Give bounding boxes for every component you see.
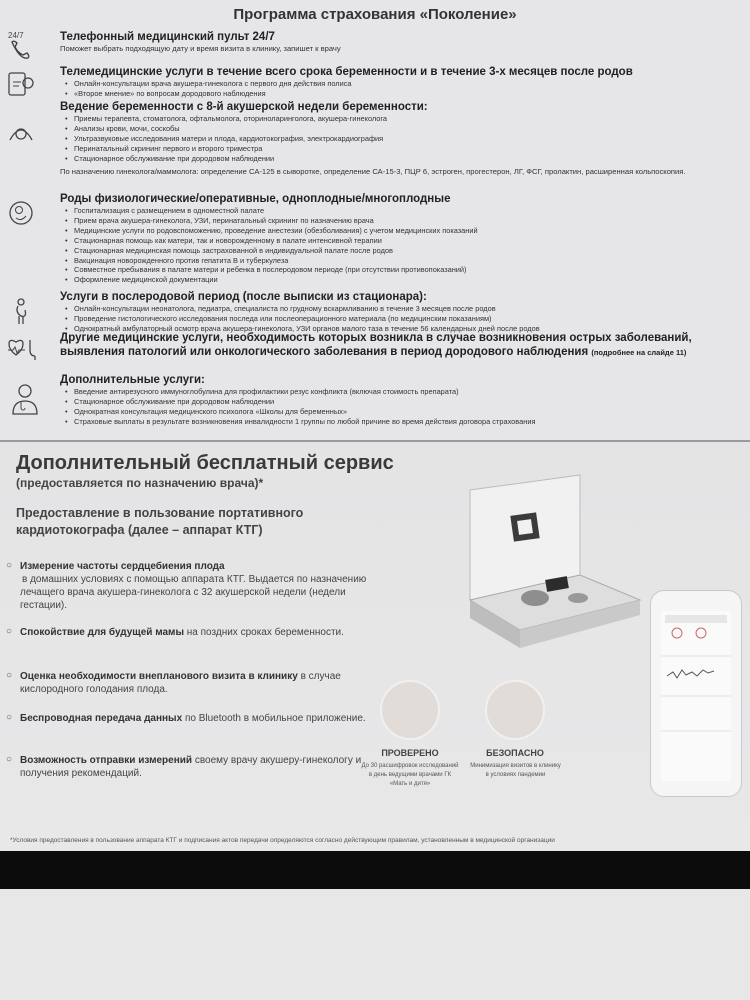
feature-text: в случае кислородного голодания плода.: [20, 671, 341, 695]
section-childbirth: [60, 192, 720, 285]
section-heading: Другие медицинские услуги, необходимость которых возникла в случае возникновения острых заболеваний, выявления патологий или онкологического заболевания в период дородового наблюдения: [60, 332, 692, 358]
section-postpartum: [60, 290, 720, 334]
section-heading: Телемедицинские услуги в течение всего срока беременности и в течение 3-х месяцев после родов: [60, 66, 633, 78]
feature-text: своему врачу акушеру-гинекологу и получения рекомендаций.: [20, 755, 362, 779]
section-text: Поможет выбрать подходящую дату и время визита в клинику, запишет к врачу: [60, 44, 341, 53]
free-service-subtitle: (предоставляется по назначению врача)*: [16, 476, 264, 490]
list-item: • Стационарная медицинская помощь застрахованной в индивидуальной палате после родов: [74, 246, 720, 256]
list-item: • Введение антирезусного иммуноглобулина для профилактики резус конфликта (включая стоимость препарата): [74, 387, 720, 397]
feature-bold: Беспроводная передача данных: [20, 713, 183, 724]
free-service-title: Дополнительный бесплатный сервис: [16, 452, 394, 474]
feature-item: [6, 712, 380, 725]
table-surface: [0, 889, 750, 1000]
list-item: • «Второе мнение» по вопросам дородового наблюдения: [74, 89, 720, 99]
bullet-circle-icon: ○: [6, 626, 13, 637]
list-item: • Прием врача акушера-гинеколога, УЗИ, перинатальный скрининг по назначению врача: [74, 216, 720, 226]
page-title: Программа страхования «Поколение»: [233, 6, 517, 23]
section-medical-hotline: [60, 30, 720, 54]
section-heading: Услуги в послеродовой период (после выписки из стационара):: [60, 291, 427, 303]
section-heading: Дополнительные услуги:: [60, 374, 205, 386]
feature-text: по Bluetooth в мобильное приложение.: [184, 713, 366, 724]
bullet-circle-icon: ○: [6, 670, 13, 681]
telemedicine-icon: [6, 70, 36, 100]
list-item: • Стационарное обслуживание при дородовом наблюдении: [74, 397, 720, 407]
list-item: • Онлайн-консультации неонатолога, педиатра, специалиста по грудному вскармливанию в течение 3 месяцев после родов: [74, 304, 720, 314]
list-item: • Онлайн-консультации врача акушера-гинеколога с первого дня действия полиса: [74, 79, 720, 89]
feature-text: в домашних условиях с помощью аппарата КТГ. Выдается по назначению лечащего врача акушера-гинеколога с 32 акушерской недели (недели гестации).: [20, 574, 367, 611]
feature-bold: Спокойствие для будущей мамы: [20, 627, 184, 638]
feature-item: [6, 754, 380, 780]
list-item: • Вакцинация новорожденного против гепатита В и туберкулеза: [74, 256, 720, 266]
badge-verified-text: До 30 расшифровок исследований в день ведущими врачами ГК «Мать и дитя»: [361, 763, 459, 787]
ultrasound-icon: [6, 118, 36, 148]
feature-item: [6, 560, 380, 612]
list-item: • Совместное пребывания в палате матери и ребенка в послеродовом периоде (при отсутствии противопоказаний): [74, 265, 720, 275]
list-item: • Однократный амбулаторный осмотр врача акушера-гинеколога, УЗИ органов малого таза в течение 56 календарных дней после родов: [74, 324, 720, 334]
list-item: • Ультразвуковые исследования матери и плода, кардиотокография, электрокардиография: [74, 134, 720, 144]
icon-24-7-label: 24/7: [8, 31, 24, 40]
list-item: • Стационарная помощь как матери, так и новорожденному в палате интенсивной терапии: [74, 236, 720, 246]
bullet-circle-icon: ○: [6, 754, 13, 765]
phone-24-7-icon: [6, 30, 38, 62]
slide-reference: (подробнее на слайде 11): [591, 348, 687, 357]
list-item: • Проведение гистологического исследования последа или послеоперационного материала (по медицинским показаниям): [74, 314, 720, 324]
section-additional-services: [60, 373, 720, 427]
feature-text: на поздних сроках беременности.: [186, 627, 344, 638]
phone-app-image: [650, 590, 742, 797]
pregnant-woman-photo: [485, 680, 545, 740]
list-item: • Стационарное обслуживание при дородовом наблюдении: [74, 154, 720, 164]
section-divider: [0, 440, 750, 442]
doctor-photo: [380, 680, 440, 740]
list-item: • Однократная консультация медицинского психолога «Школы для беременных»: [74, 407, 720, 417]
section-heading: Ведение беременности с 8-й акушерской недели беременности:: [60, 101, 428, 113]
ktg-device-box-image: [460, 470, 650, 670]
doctor-icon: [8, 382, 42, 416]
list-item: • Госпитализация с размещением в одноместной палате: [74, 206, 720, 216]
section-other-services: [60, 331, 720, 360]
badge-safe-title: БЕЗОПАСНО: [486, 748, 544, 758]
section-heading: Роды физиологические/оперативные, одноплодные/многоплодные: [60, 193, 451, 205]
list-item: • Медицинские услуги по родовспоможению, проведение анестезии (обезболивания) с учетом медицинских показаний: [74, 226, 720, 236]
dark-band: [0, 851, 750, 889]
section-note: По назначению гинеколога/маммолога: определение СА-125 в сыворотке, определение СА-15-3, ПЦР 6, эстроген, прогестерон, ЛГ, ФСГ, пролактин, расширенная кольпоскопия.: [60, 166, 686, 176]
feature-item: [6, 670, 380, 696]
section-telemedicine: [60, 65, 720, 99]
section-pregnancy-care: [60, 100, 720, 177]
list-item: • Анализы крови, мочи, соскобы: [74, 124, 720, 134]
feature-bold: Измерение частоты сердцебиения плода: [20, 561, 225, 572]
feature-item: [6, 626, 380, 639]
pregnant-woman-icon: [6, 296, 36, 326]
feature-bold: Возможность отправки измерений: [20, 755, 193, 766]
badge-safe-text: Минимизация визитов в клинику в условиях пандемии: [470, 763, 561, 778]
section-heading: Телефонный медицинский пульт 24/7: [60, 31, 275, 43]
baby-icon: [6, 198, 36, 228]
list-item: • Приемы терапевта, стоматолога, офтальмолога, оториноларинголога, акушера-гинеколога: [74, 114, 720, 124]
heart-stethoscope-icon: [6, 336, 40, 366]
bullet-circle-icon: ○: [6, 712, 13, 723]
footnote: *Условия предоставления в пользование аппарата КТГ и подписания актов передачи определяются согласно действующим правилам, установленным в медицинской организации: [10, 837, 555, 844]
ktg-title: Предоставление в пользование портативного кардиотокографа (далее – аппарат КТГ): [16, 506, 304, 537]
list-item: • Оформление медицинской документации: [74, 275, 720, 285]
phone-screen: [661, 611, 731, 781]
feature-bold: Оценка необходимости внепланового визита в клинику: [20, 671, 298, 682]
list-item: • Перинатальный скрининг первого и второго триместра: [74, 144, 720, 154]
bullet-circle-icon: ○: [6, 560, 13, 571]
badge-verified-title: ПРОВЕРЕНО: [381, 748, 439, 758]
list-item: • Страховые выплаты в результате возникновения инвалидности 1 группы по любой причине во время действия договора страхования: [74, 417, 720, 427]
